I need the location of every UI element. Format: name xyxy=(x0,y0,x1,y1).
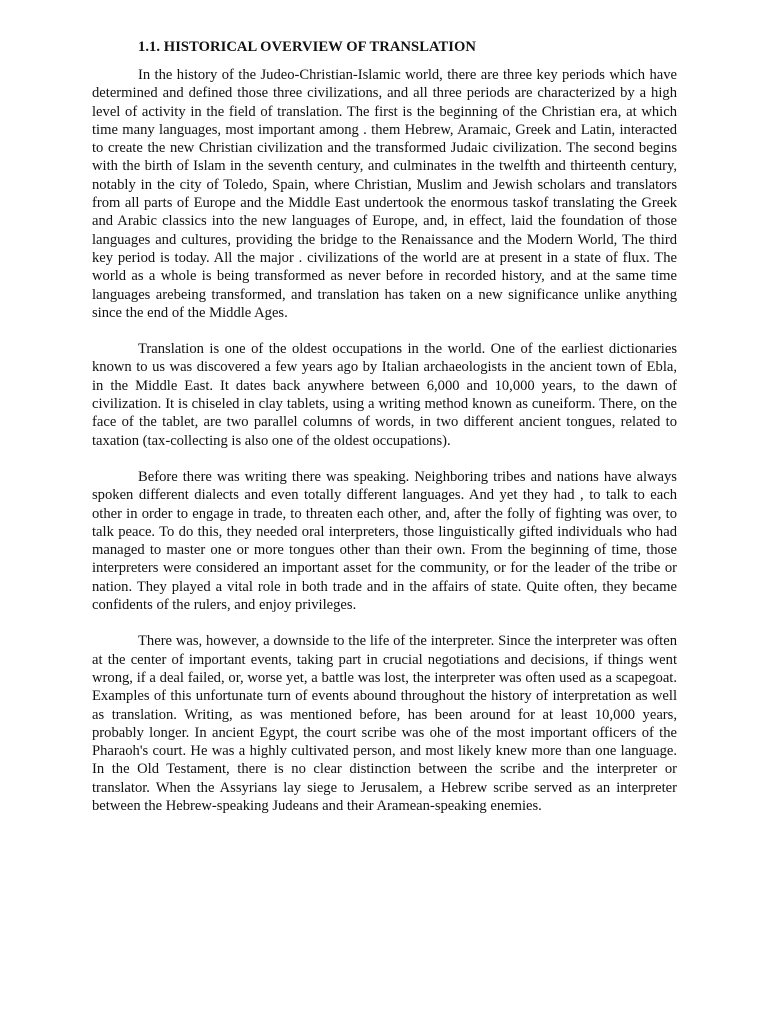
paragraph-oldest-occupations: Translation is one of the oldest occupations in the world. One of the earliest dictionaries known to us was discovered a few years ago by Italian archaeologists in the ancient town of Ebla, in the Middle East. It dates back anywhere between 6,000 and 10,000 years, to the dawn of civilization. It is chiseled in clay tablets, using a writing method known as cuneiform. There, on the face of the tablet, are two parallel columns of words, in two different ancient tongues, related to taxation (tax-collecting is also one of the oldest occupations). xyxy=(92,341,677,449)
document-body xyxy=(92,38,677,833)
paragraph-oral-interpreters: Before there was writing there was speaking. Neighboring tribes and nations have always spoken different dialects and even totally different languages. And yet they had , to talk to each other in order to engage in trade, to threaten each other, and, after the folly of fighting was over, to talk peace. To do this, they needed oral interpreters, those linguistically gifted individuals who had managed to master one or more tongues other than their own. From the beginning of time, those interpreters were considered an important asset for the community, or for the leader of the tribe or nation. They played a vital role in both trade and in the affairs of state. Quite often, they became confidents of the rulers, and enjoy privileges. xyxy=(92,468,677,614)
paragraph-three-periods: In the history of the Judeo-Christian-Islamic world, there are three key periods which have determined and defined those three civilizations, and all three periods are characterized by a high level of activity in the field of translation. The first is the beginning of the Christian era, at which time many languages, most important among . them Hebrew, Aramaic, Greek and Latin, interacted to create the new Christian civilization and the transformed Judaic civilization. The second begins with the birth of Islam in the seventh century, and culminates in the twelfth and thirteenth century, notably in the city of Toledo, Spain, where Christian, Muslim and Jewish scholars and translators from all parts of Europe and the Middle East undertook the enormous taskof translating the Greek and Arabic classics into the new languages of Europe, and, in effect, laid the foundation of those languages and cultures, providing the bridge to the Renaissance and the Modern World, The third key period is today. All the major . civilizations of the world are at present in a state of flux. The world as a whole is being transformed as never before in recorded history, and at the same time languages arebeing transformed, and translation has taken on a new significance unlike anything since the end of the Middle Ages. xyxy=(92,67,677,321)
paragraph-interpreter-downside: There was, however, a downside to the life of the interpreter. Since the interpreter was often at the center of important events, taking part in crucial negotiations and decisions, if things went wrong, if a deal failed, or, worse yet, a battle was lost, the interpreter was often used as a scapegoat. Examples of this unfortunate turn of events abound throughout the history of interpretation as well as translation. Writing, as was mentioned before, has been around for at least 10,000 years, probably longer. In ancient Egypt, the court scribe was ohe of the most important officers of the Pharaoh's court. He was a highly cultivated person, and most likely knew more than one language. In the Old Testament, there is no clear distinction between the scribe and the interpreter or translator. When the Assyrians lay siege to Jerusalem, a Hebrew scribe served as an interpreter between the Hebrew-speaking Judeans and their Aramean-speaking enemies. xyxy=(92,633,677,814)
section-heading: 1.1. HISTORICAL OVERVIEW OF TRANSLATION xyxy=(138,39,476,55)
